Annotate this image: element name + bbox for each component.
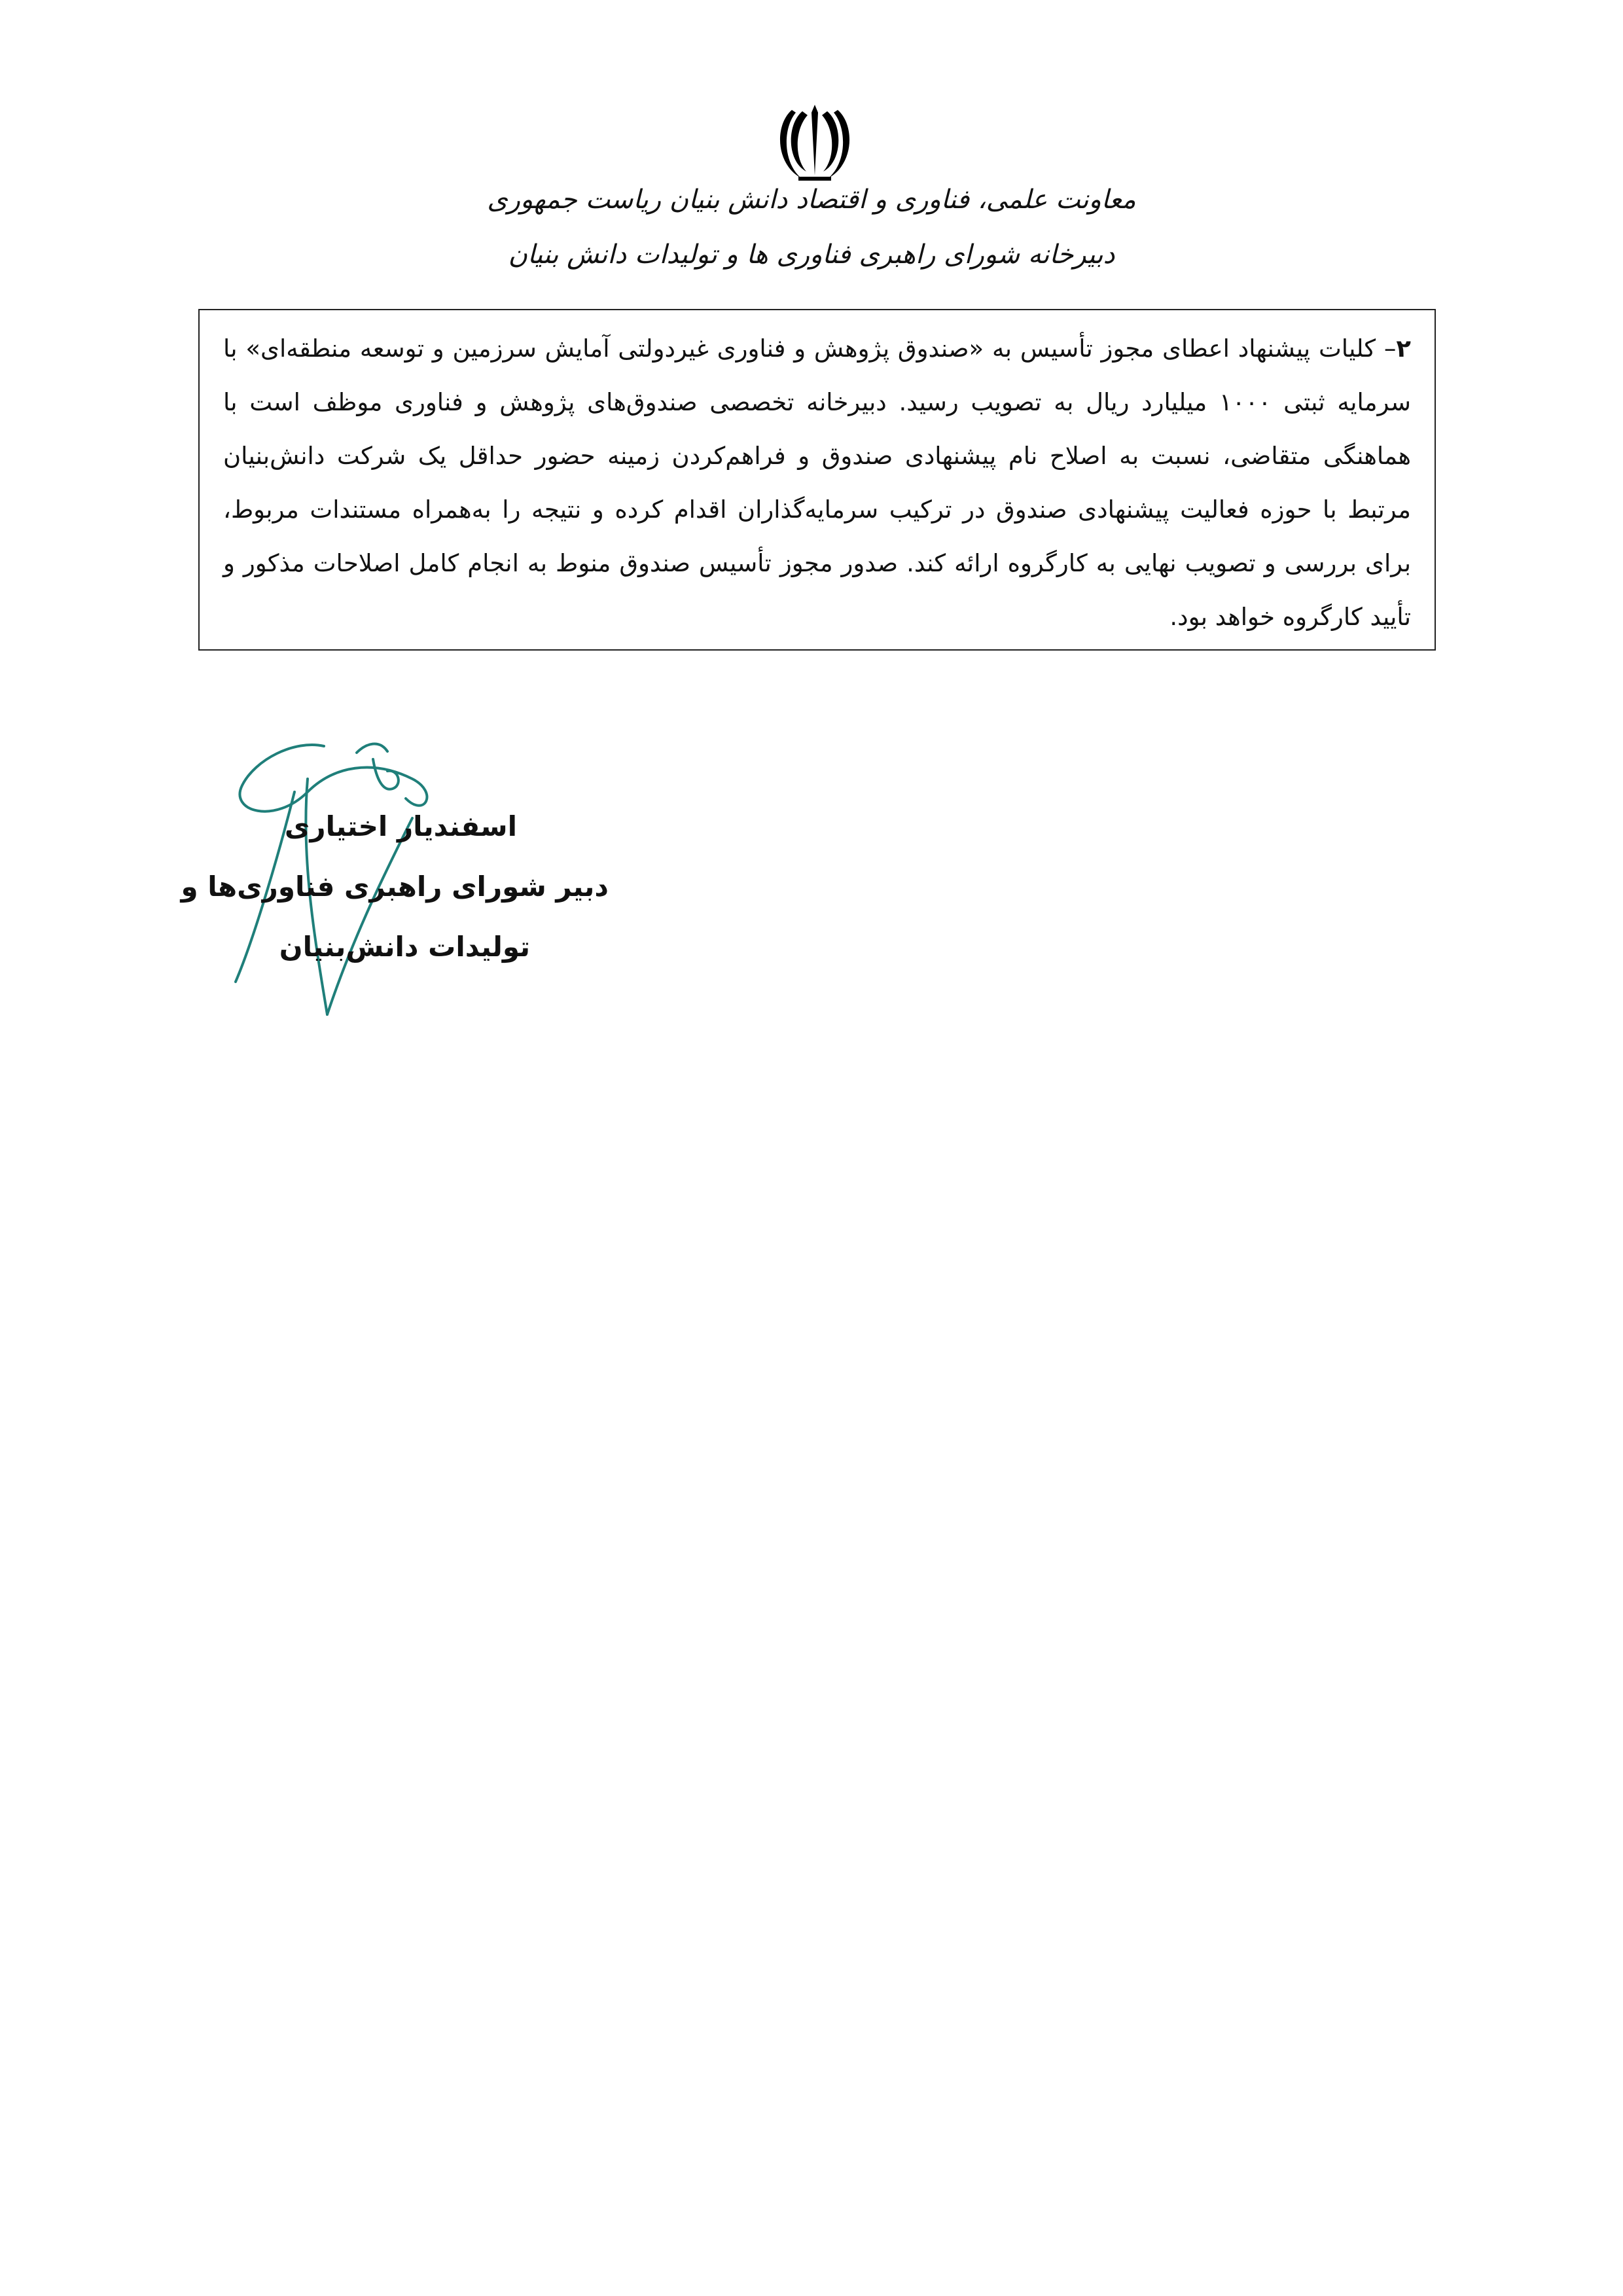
- signatory-title-line2: تولیدات دانش‌بنیان: [279, 931, 530, 963]
- item-text: – کلیات پیشنهاد اعطای مجوز تأسیس به «صندوق پژوهش و فناوری غیردولتی آمایش سرزمین و توسعه منطقه‌ای» با سرمایه ثبتی ۱۰۰۰ میلیارد ریال به تصویب رسید. دبیرخانه تخصصی صندوق‌های پژوهش و فناوری موظف است با هماهنگی متقاضی، نسبت به اصلاح نام پیشنهادی صندوق و فراهم‌کردن زمینه حضور حداقل یک شرکت دانش‌بنیان مرتبط با حوزه فعالیت پیشنهادی صندوق در ترکیب سرمایه‌گذاران اقدام کرده و نتیجه را به‌همراه مستندات مربوط، برای بررسی و تصویب نهایی به کارگروه ارائه کند. صدور مجوز تأسیس صندوق منوط به انجام کامل اصلاحات مذکور و تأیید کارگروه خواهد بود.: [223, 334, 1411, 631]
- signature-block: [181, 740, 622, 1028]
- signatory-name: اسفندیار اختیاری: [284, 810, 517, 842]
- resolution-box: [198, 309, 1436, 651]
- item-number: ۲: [1396, 334, 1411, 363]
- header-organization: معاونت علمی، فناوری و اقتصاد دانش بنیان ریاست جمهوری: [487, 185, 1136, 215]
- signatory-title-line1: دبیر شورای راهبری فناوری‌ها و: [181, 870, 609, 903]
- iran-emblem-icon: [772, 98, 857, 183]
- header-secretariat: دبیرخانه شورای راهبری فناوری ها و تولیدات دانش بنیان: [508, 240, 1115, 270]
- resolution-paragraph: [223, 322, 1411, 644]
